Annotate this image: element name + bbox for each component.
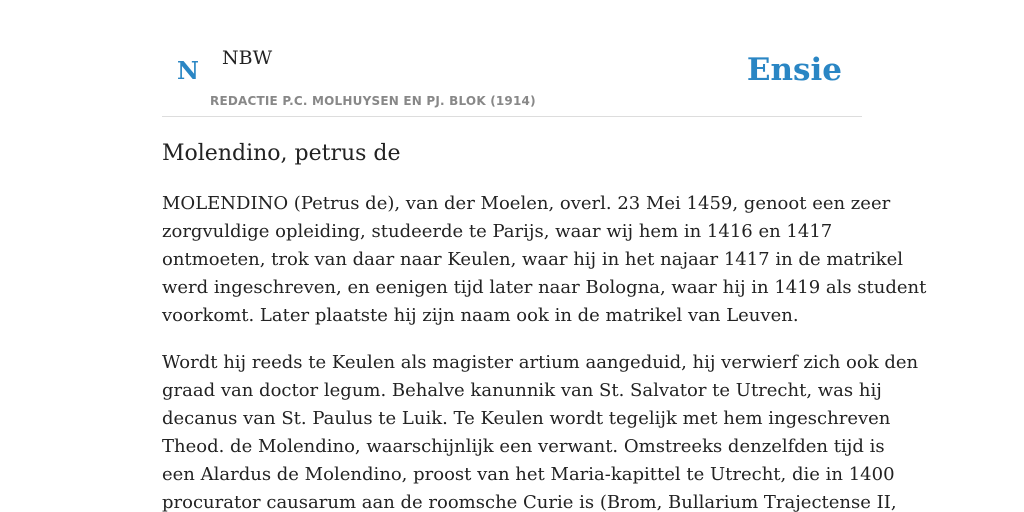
source-logo[interactable]: N [177,56,199,85]
paragraph-line: Theod. de Molendino, waarschijnlijk een verwant. Omstreeks denzelfden tijd is [162,436,885,457]
paragraph-line: decanus van St. Paulus te Luik. Te Keulen wordt tegelijk met hem ingeschreven [162,408,891,429]
source-subtitle: REDACTIE P.C. MOLHUYSEN EN PJ. BLOK (1914) [210,94,536,108]
paragraph-line: voorkomt. Later plaatste hij zijn naam ook in de matrikel van Leuven. [162,305,799,326]
article-paragraph-2 [162,349,919,512]
paragraph-line: procurator causarum aan de roomsche Curie is (Brom, Bullarium Trajectense II, [162,492,897,512]
header [162,0,862,117]
paragraph-line: zorgvuldige opleiding, studeerde te Parijs, waar wij hem in 1416 en 1417 [162,221,833,242]
article-title: Molendino, petrus de [162,141,401,166]
brand-logo[interactable]: Ensie [746,52,842,88]
paragraph-line: graad van doctor legum. Behalve kanunnik van St. Salvator te Utrecht, was hij [162,380,882,401]
source-name[interactable]: NBW [222,47,273,69]
article-paragraph-1 [162,190,927,330]
paragraph-line: werd ingeschreven, en eenigen tijd later naar Bologna, waar hij in 1419 als student [162,277,927,298]
paragraph-line: Wordt hij reeds te Keulen als magister artium aangeduid, hij verwierf zich ook den [162,352,919,373]
paragraph-line: ontmoeten, trok van daar naar Keulen, waar hij in het najaar 1417 in de matrikel [162,249,904,270]
article [162,138,927,512]
paragraph-line: een Alardus de Molendino, proost van het Maria-kapittel te Utrecht, die in 1400 [162,464,895,485]
paragraph-line: MOLENDINO (Petrus de), van der Moelen, overl. 23 Mei 1459, genoot een zeer [162,193,891,214]
